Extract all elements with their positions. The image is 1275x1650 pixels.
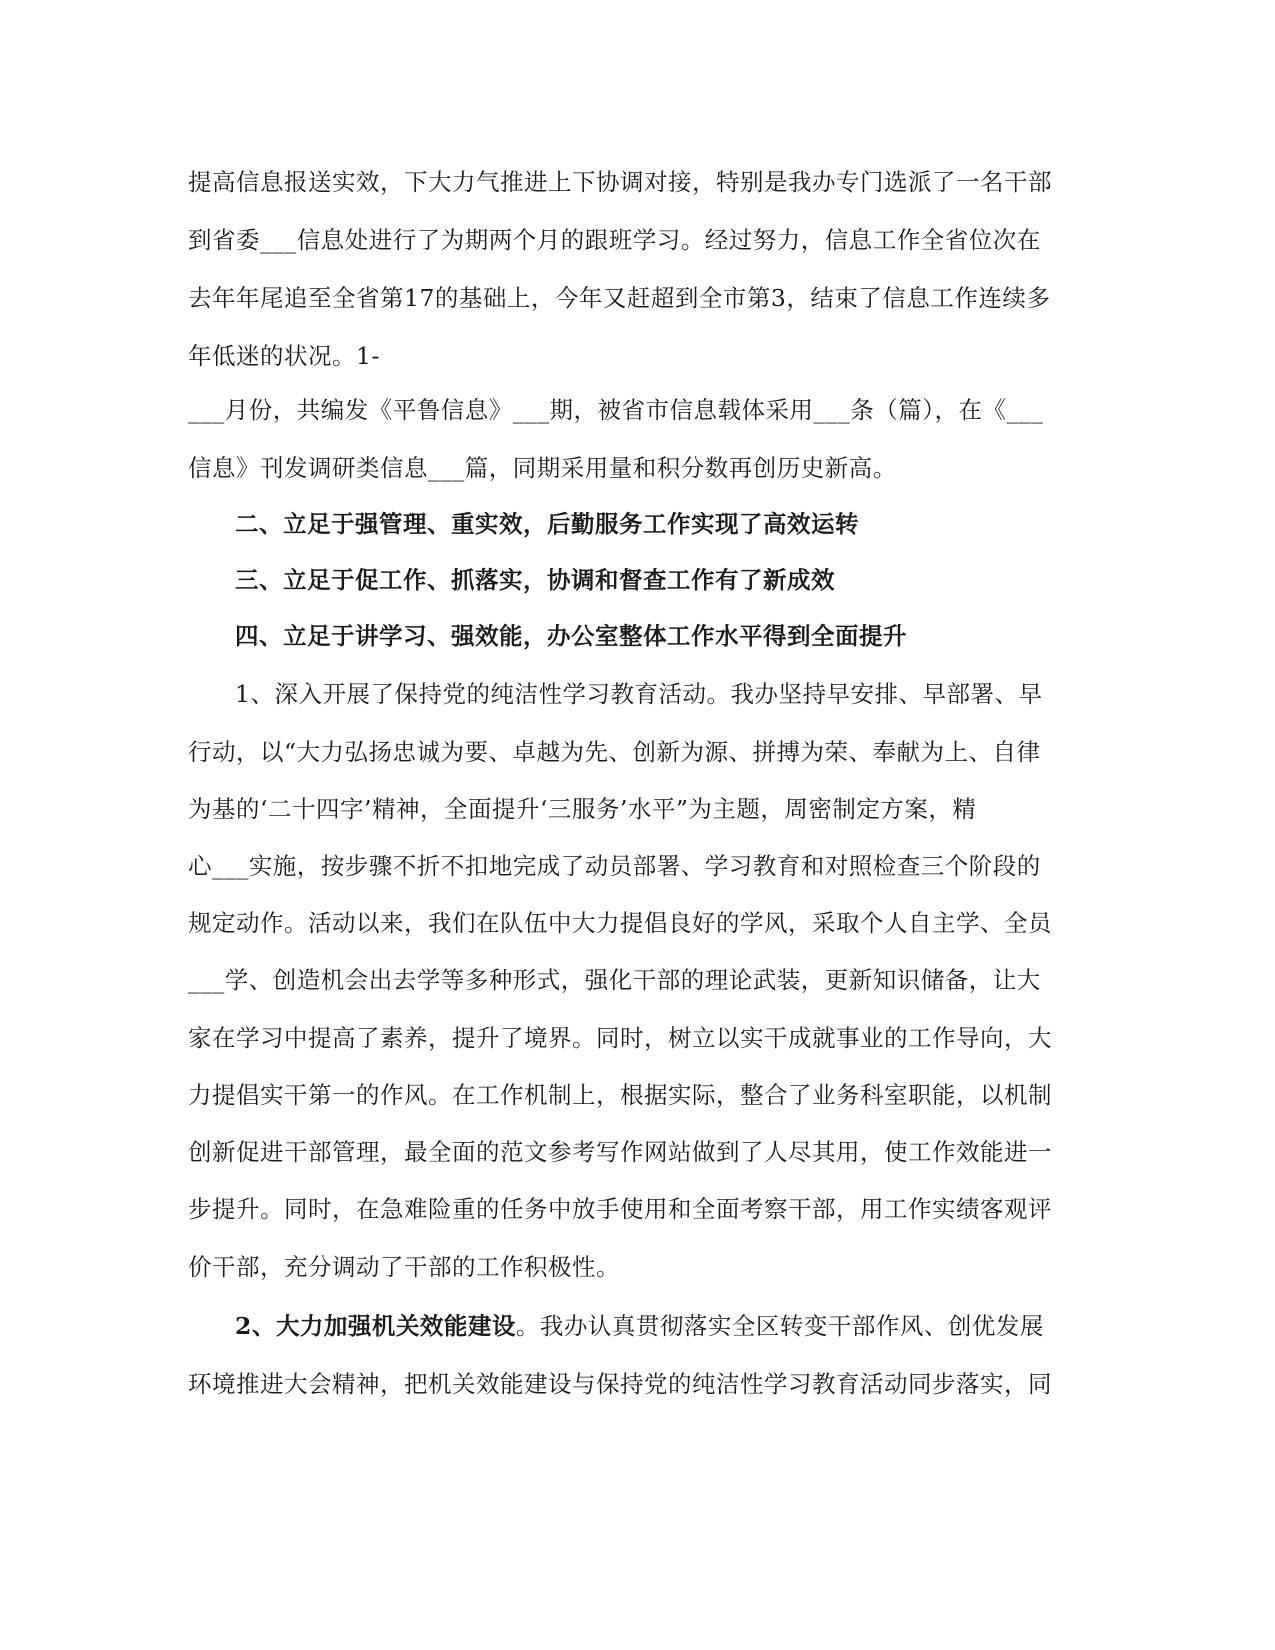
section-heading: 二、立足于强管理、重实效，后勤服务工作实现了高效运转 (235, 510, 859, 538)
body-line: 提高信息报送实效，下大力气推进上下协调对接，特别是我办专门选派了一名干部 (188, 168, 1052, 196)
body-line: 为基的‘二十四字’精神，全面提升‘三服务’水平”为主题，周密制定方案，精 (188, 795, 977, 823)
body-line: 心___实施，按步骤不折不扣地完成了动员部署、学习教育和对照检查三个阶段的 (188, 852, 1041, 880)
body-line: 环境推进大会精神，把机关效能建设与保持党的纯洁性学习教育活动同步落实，同 (188, 1370, 1052, 1398)
body-line: 创新促进干部管理，最全面的范文参考写作网站做到了人尽其用，使工作效能进一 (188, 1138, 1052, 1166)
body-line: 年低迷的状况。1- (188, 342, 380, 370)
body-line: 去年年尾追至全省第17的基础上，今年又赶超到全市第3，结束了信息工作连续多 (188, 284, 1051, 312)
body-line: 价干部，充分调动了干部的工作积极性。 (188, 1253, 620, 1281)
body-line: 信息》刊发调研类信息___篇，同期采用量和积分数再创历史新高。 (188, 454, 897, 482)
section-lead: 2、大力加强机关效能建设 (235, 1312, 516, 1340)
body-line: ___学、创造机会出去学等多种形式，强化干部的理论武装，更新知识储备，让大 (188, 966, 1041, 994)
section-heading: 三、立足于促工作、抓落实，协调和督查工作有了新成效 (235, 566, 835, 594)
body-line: 到省委___信息处进行了为期两个月的跟班学习。经过努力，信息工作全省位次在 (188, 226, 1041, 254)
body-line: 家在学习中提高了素养，提升了境界。同时，树立以实干成就事业的工作导向，大 (188, 1024, 1052, 1052)
body-line: 力提倡实干第一的作风。在工作机制上，根据实际，整合了业务科室职能，以机制 (188, 1081, 1052, 1109)
body-line (235, 1310, 1044, 1342)
body-line: 1、深入开展了保持党的纯洁性学习教育活动。我办坚持早安排、早部署、早 (235, 680, 1043, 708)
section-heading: 四、立足于讲学习、强效能，办公室整体工作水平得到全面提升 (235, 622, 907, 650)
body-line: 规定动作。活动以来，我们在队伍中大力提倡良好的学风，采取个人自主学、全员 (188, 909, 1052, 937)
section-text: 。我办认真贯彻落实全区转变干部作风、创优发展 (515, 1312, 1044, 1340)
body-line: 行动，以“大力弘扬忠诚为要、卓越为先、创新为源、拼搏为荣、奉献为上、自律 (188, 738, 1041, 766)
body-line: ___月份，共编发《平鲁信息》___期，被省市信息载体采用___条（篇），在《___ (188, 396, 1044, 424)
body-line: 步提升。同时，在急难险重的任务中放手使用和全面考察干部，用工作实绩客观评 (188, 1195, 1052, 1223)
